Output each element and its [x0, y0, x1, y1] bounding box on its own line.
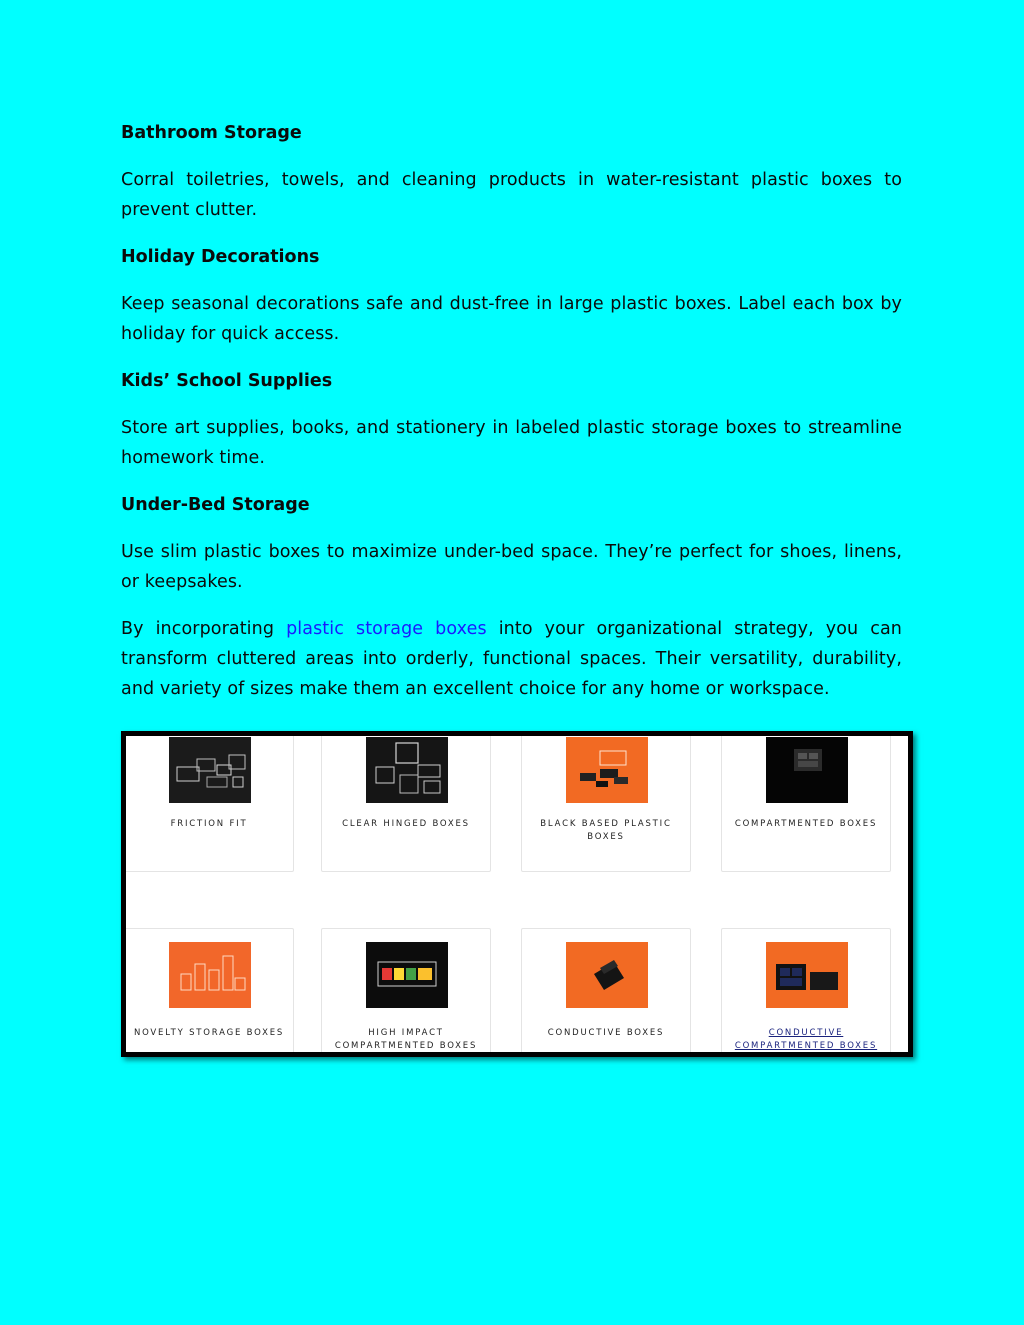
product-card-black-based[interactable]: [521, 736, 691, 872]
product-label[interactable]: COMPARTMENTED BOXES: [734, 819, 878, 829]
novelty-storage-boxes-image: [169, 942, 251, 1008]
conclusion-paragraph: [121, 614, 902, 704]
section-heading: Bathroom Storage: [121, 123, 302, 143]
section-text: Store art supplies, books, and stationery in labeled plastic storage boxes to streamline homework time.: [121, 418, 902, 468]
high-impact-boxes-image: [366, 942, 448, 1008]
conclusion-after: into your organizational strategy, you can transform cluttered areas into orderly, functional spaces. Their versatility, durability, and variety of sizes make them an excellent choice for any home or workspace.: [121, 619, 903, 699]
product-label[interactable]: BLACK BASED PLASTIC BOXES: [540, 819, 672, 842]
product-label[interactable]: CLEAR HINGED BOXES: [342, 819, 470, 829]
plastic-storage-boxes-link[interactable]: plastic storage boxes: [286, 619, 487, 639]
conclusion-before: By incorporating: [121, 619, 287, 639]
product-label[interactable]: CONDUCTIVE BOXES: [547, 1028, 665, 1038]
conductive-compartmented-image: [766, 942, 848, 1008]
section-heading: Holiday Decorations: [121, 247, 320, 267]
friction-fit-image: [169, 737, 251, 803]
product-card-high-impact[interactable]: [321, 928, 491, 1052]
section-text: Keep seasonal decorations safe and dust-free in large plastic boxes. Label each box by holiday for quick access.: [121, 294, 902, 344]
product-gallery-inner: [126, 736, 908, 1052]
product-label[interactable]: FRICTION FIT: [170, 819, 248, 829]
product-label[interactable]: CONDUCTIVE COMPARTMENTED BOXES: [734, 1028, 878, 1051]
product-card-friction-fit[interactable]: [126, 736, 294, 872]
product-card-compartmented[interactable]: [721, 736, 891, 872]
section-heading: Kids’ School Supplies: [121, 371, 333, 391]
product-card-clear-hinged[interactable]: [321, 736, 491, 872]
product-label[interactable]: NOVELTY STORAGE BOXES: [133, 1028, 285, 1038]
clear-hinged-boxes-image: [366, 737, 448, 803]
compartmented-boxes-image: [766, 737, 848, 803]
product-label[interactable]: HIGH IMPACT COMPARTMENTED BOXES: [334, 1028, 478, 1051]
product-gallery: [121, 731, 913, 1057]
article-body: [121, 118, 902, 704]
section-heading: Under-Bed Storage: [121, 495, 310, 515]
section-text: Use slim plastic boxes to maximize under-bed space. They’re perfect for shoes, linens, or keepsakes.: [121, 542, 902, 592]
product-card-conductive[interactable]: [521, 928, 691, 1052]
black-based-boxes-image: [566, 737, 648, 803]
section-text: Corral toiletries, towels, and cleaning products in water-resistant plastic boxes to prevent clutter.: [121, 170, 902, 220]
product-card-conductive-compartmented[interactable]: [721, 928, 891, 1052]
conductive-boxes-image: [566, 942, 648, 1008]
product-card-novelty[interactable]: [126, 928, 294, 1052]
